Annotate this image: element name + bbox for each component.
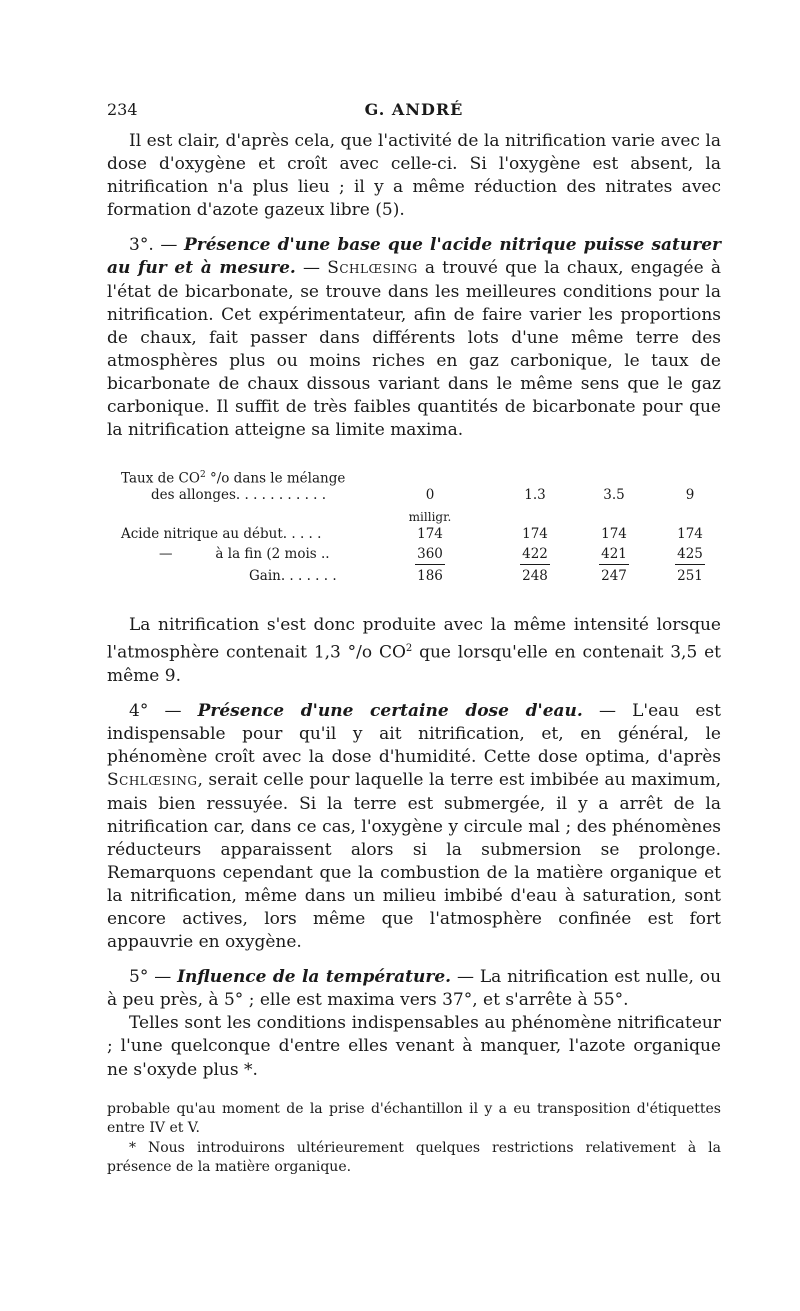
sum-rule	[675, 564, 705, 565]
sum-rule	[520, 564, 550, 565]
table-cell: 9	[685, 487, 695, 504]
footnote-continued: probable qu'au moment de la prise d'échantillon il y a eu transposition d'étiquettes entre IV et V.	[107, 1100, 721, 1137]
section-number: 4°	[129, 701, 149, 722]
page-header	[107, 100, 721, 124]
sum-rule	[599, 564, 629, 565]
running-title: G. ANDRÉ	[364, 100, 464, 119]
text-run: que lorsqu'elle en contenait 3,5 et même 9.	[107, 642, 721, 687]
table-cell: 421	[601, 546, 627, 563]
section-text: a trouvé que la chaux, engagée à l'état de bicarbonate, se trouve dans les meilleures conditions pour la nitrification. Cet expérimentateur, afin de faire varier les proportions de chaux, fait passer dans différents lots d'une même terre des atmosphères plus ou moins riches en gaz carbonique, le taux de bicarbonate de chaux dissous variant dans le même sens que le gaz carbonique. Il suffit de très faibles quantités de bicarbonate pour que la nitrification atteigne sa limite maxima.	[107, 258, 721, 441]
paragraph-base: 3°. — Présence d'une base que l'acide nitrique puisse saturer au fur et à mesure. — Schlœsing a trouvé que la chaux, engagée à l'état de bicarbonate, se trouve dans les meilleures conditions pour la nitrification. Cet expérimentateur, afin de faire varier les proportions de chaux, fait passer dans différents lots d'une même terre des atmosphères plus ou moins riches en gaz carbonique, le taux de bicarbonate de chaux dissous variant dans le même sens que le gaz carbonique. Il suffit de très faibles quantités de bicarbonate pour que la nitrification atteigne sa limite maxima.	[107, 235, 721, 441]
author-name: Schlœsing	[107, 770, 198, 791]
table-row-label: Acide nitrique au début. . . . .	[121, 526, 322, 543]
paragraph-oxygen: Il est clair, d'après cela, que l'activité de la nitrification varie avec la dose d'oxygène et croît avec celle-ci. Si l'oxygène est absent, la nitrification n'a plus lieu ; il y a même réduction des nitrates avec formation d'azote gazeux libre (5).	[107, 131, 721, 221]
table-cell: 174	[677, 526, 703, 543]
footnote-star: * Nous introduirons ultérieurement quelques restrictions relativement à la présence de la matière organique.	[107, 1139, 721, 1176]
section-title: Influence de la température.	[177, 967, 452, 988]
table-cell: 3.5	[603, 487, 625, 504]
section-title: Présence d'une certaine dose d'eau.	[197, 701, 583, 722]
table-row-label: — à la fin (2 mois ..	[159, 546, 330, 563]
table-unit: milligr.	[408, 510, 452, 525]
table-cell: 0	[425, 487, 435, 504]
paragraph-result	[107, 614, 721, 688]
table-label-co2: Taux de $CO^2$ °/o dans le mélange	[121, 470, 346, 487]
table-cell: 1.3	[524, 487, 546, 504]
table-row-label: Gain. . . . . . .	[249, 568, 337, 585]
table-cell: 174	[417, 526, 443, 543]
table-cell: 425	[677, 546, 703, 563]
table-cell: 360	[417, 546, 443, 563]
table-cell: 248	[522, 568, 548, 585]
table-cell: 186	[417, 568, 443, 585]
superscript: 2	[405, 643, 413, 655]
table-cell: 247	[601, 568, 627, 585]
paragraph-conclusion: Telles sont les conditions indispensables au phénomène nitrificateur ; l'une quelconque d'entre elles venant à manquer, l'azote organique ne s'oxyde plus *.	[107, 1013, 721, 1080]
author-name: Schlœsing	[327, 258, 418, 279]
text-run: °/o	[347, 642, 373, 663]
text-run: CO	[372, 642, 406, 663]
section-text: , serait celle pour laquelle la terre est imbibée au maximum, mais bien ressuyée. Si la terre est submergée, il y a arrêt de la nitrification car, dans ce cas, l'oxygène y circule mal ; des phénomènes réducteurs apparaissent alors si la submersion se prolonge. Remarquons cependant que la combustion de la matière organique et la nitrification, même dans un milieu imbibé d'eau à saturation, sont encore actives, lors même que l'atmosphère confinée est fort appauvrie en oxygène.	[107, 770, 721, 953]
sum-rule	[415, 564, 445, 565]
section-text: La nitrification est nulle, ou à peu près, à 5° ; elle est maxima vers 37°, et s'arrête à 55°.	[107, 967, 722, 1011]
section-number: 3°.	[129, 235, 154, 256]
section-number: 5°	[129, 967, 149, 988]
paragraph-water: 4° — Présence d'une certaine dose d'eau. — L'eau est indispensable pour qu'il y ait nitrification, et, en général, le phénomène croît avec la dose d'humidité. Cette dose optima, d'après Schlœsing, serait celle pour laquelle la terre est imbibée au maximum, mais bien ressuyée. Si la terre est submergée, il y a arrêt de la nitrification car, dans ce cas, l'oxygène y circule mal ; des phénomènes réducteurs apparaissent alors si la submersion se prolonge. Remarquons cependant que la combustion de la matière organique et la nitrification, même dans un milieu imbibé d'eau à saturation, sont encore actives, lors même que l'atmosphère confinée est fort appauvrie en oxygène.	[107, 701, 721, 953]
paragraph-temperature: 5° — Influence de la température. — La nitrification est nulle, ou à peu près, à 5° ; elle est maxima vers 37°, et s'arrête à 55°.	[107, 967, 722, 1011]
table-label-allonges: des allonges. . . . . . . . . . .	[151, 487, 327, 504]
page-number: 234	[107, 100, 138, 119]
table-cell: 174	[522, 526, 548, 543]
section-title: Présence d'une base que l'acide nitrique puisse saturer au fur et à mesure.	[107, 235, 721, 279]
section-text: L'eau est indispensable pour qu'il y ait nitrification, et, en général, le phénomène croît avec la dose d'humidité. Cette dose optima, d'après	[107, 701, 721, 768]
footnotes	[107, 1100, 721, 1178]
table-cell: 251	[677, 568, 703, 585]
table-cell: 174	[601, 526, 627, 543]
table-cell: 422	[522, 546, 548, 563]
page-body	[107, 130, 721, 1178]
text-run: La nitrification s'est donc produite avec la même intensité lorsque l'atmosphère contenait 1,3	[107, 615, 721, 663]
co2-nitrification-table	[107, 466, 721, 596]
